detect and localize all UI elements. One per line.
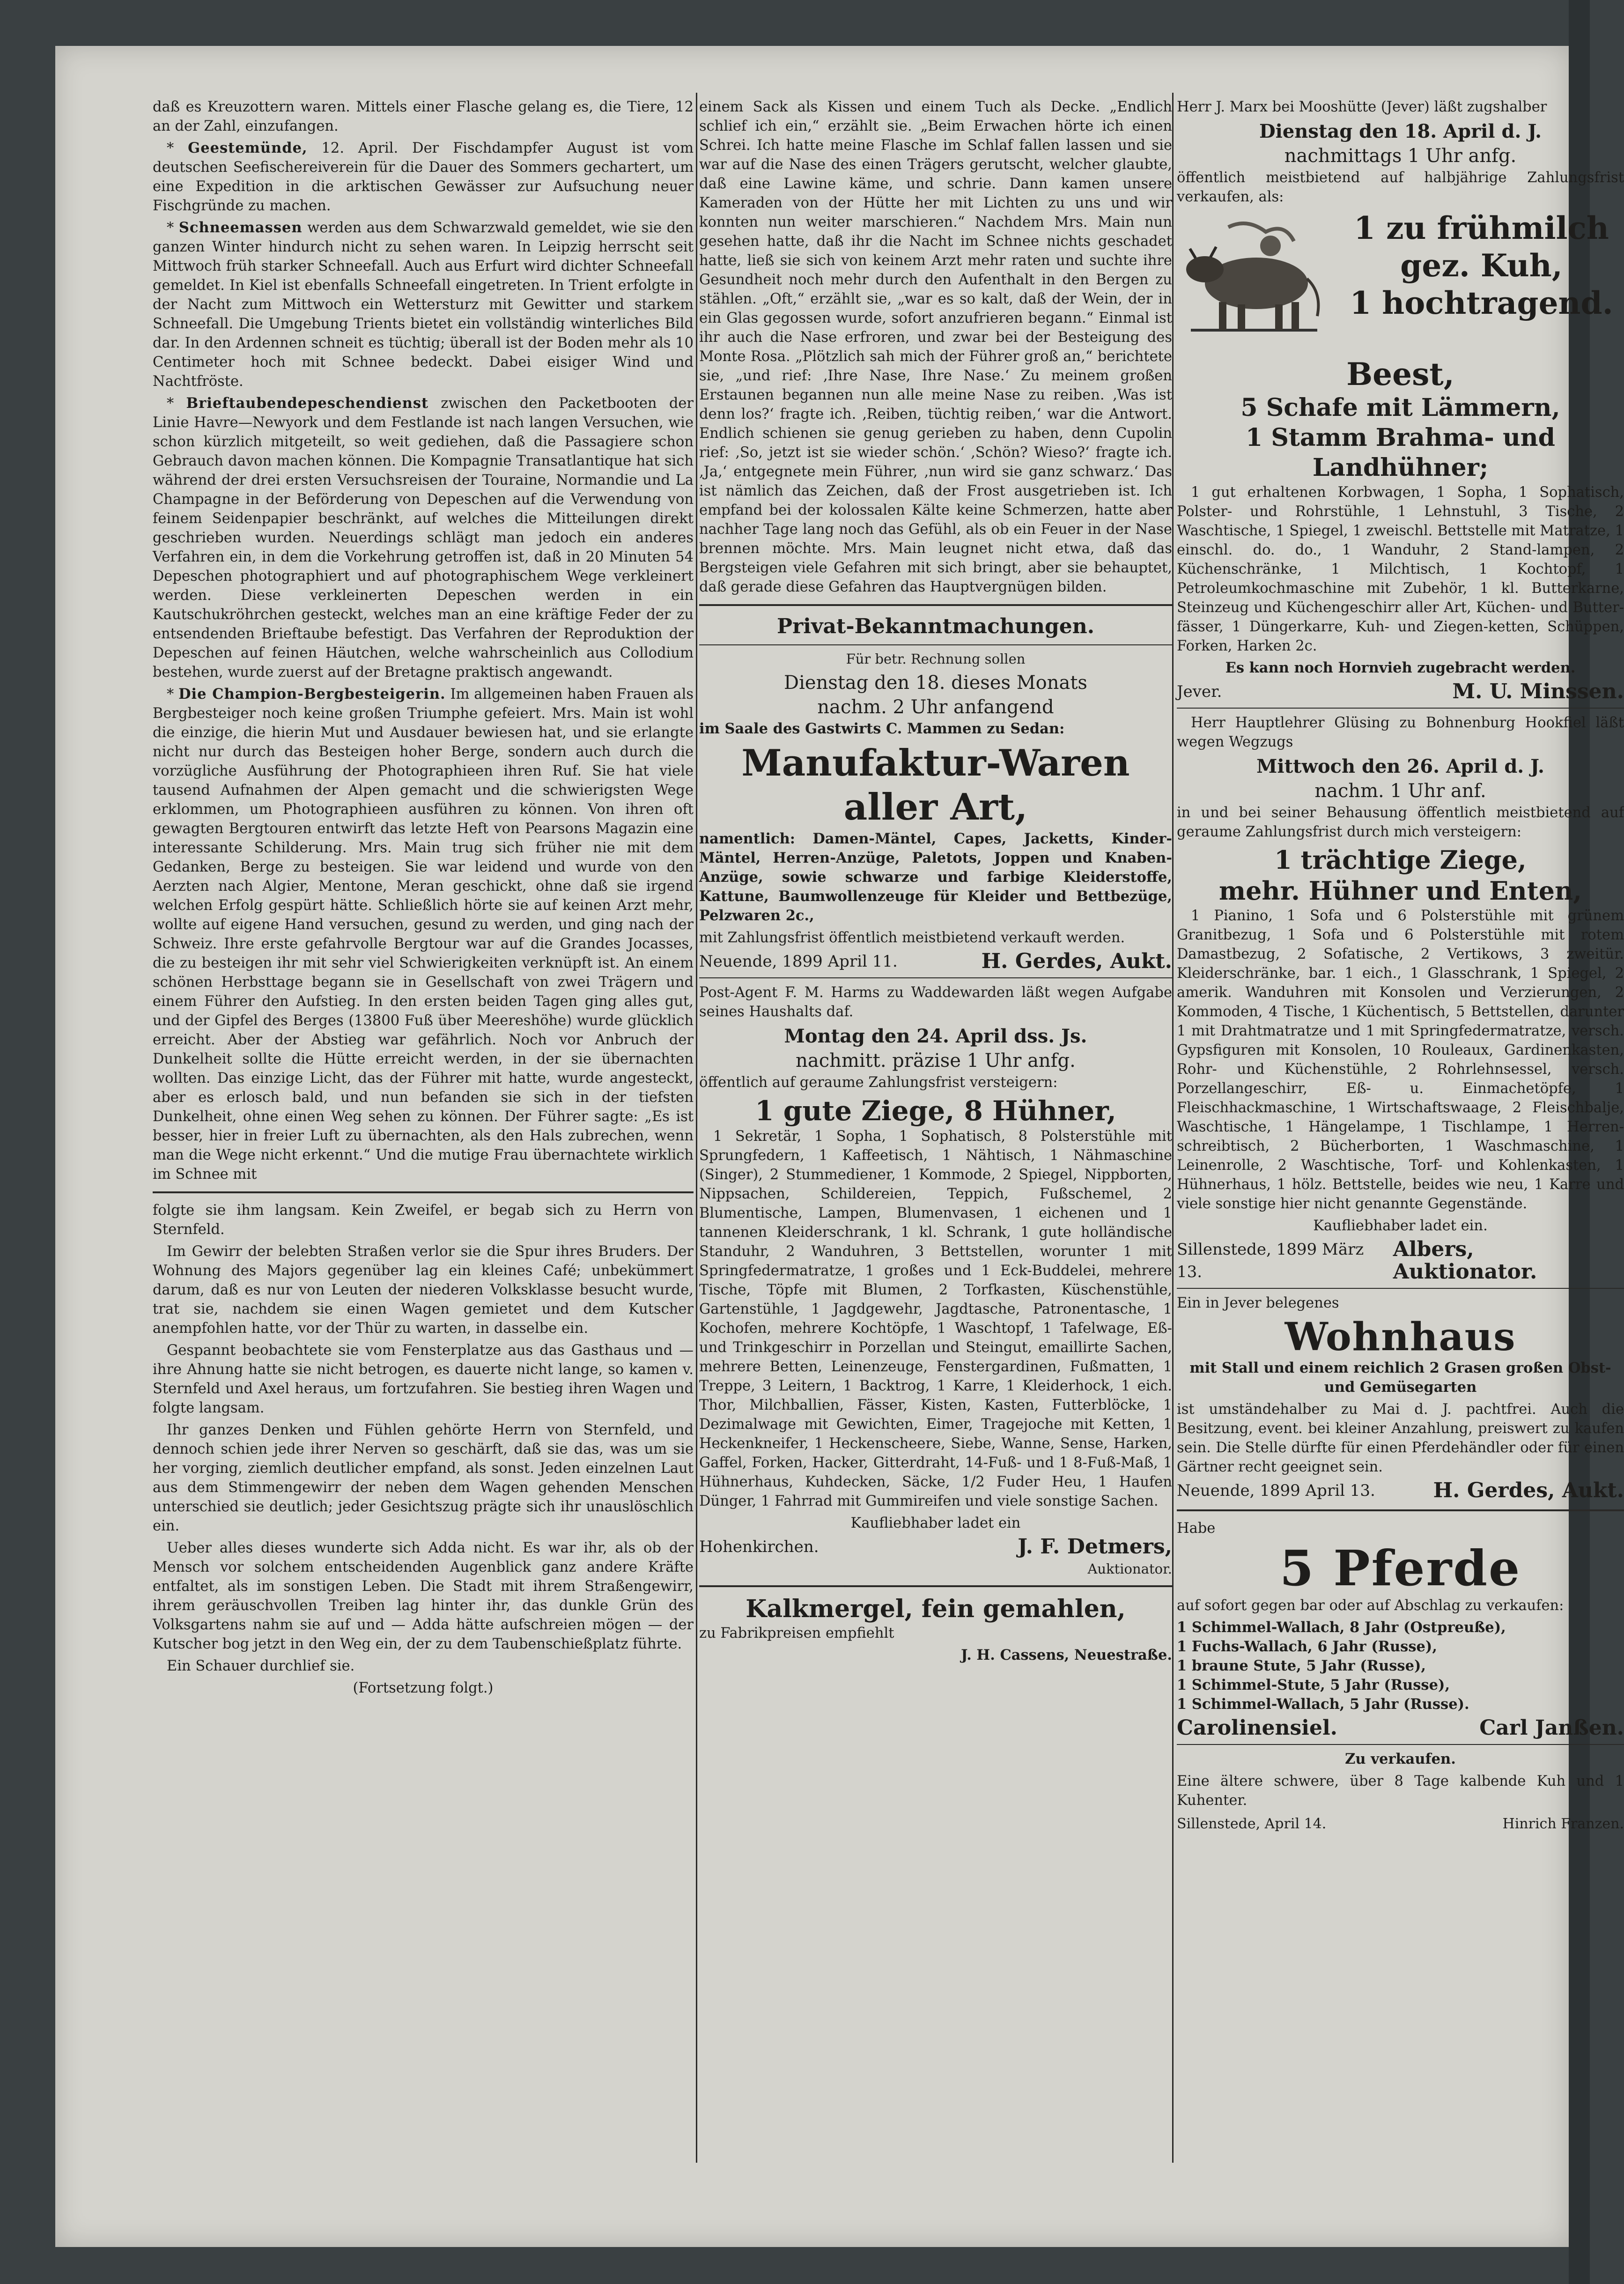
story-paragraph: folgte sie ihm langsam. Kein Zweifel, er begab sich zu Herrn von Sternfeld. xyxy=(153,1202,694,1238)
heading-champion: Die Champion-Bergbesteigerin. xyxy=(178,686,446,702)
ad-time: nachmittags 1 Uhr anfg. xyxy=(1284,145,1517,167)
column-news xyxy=(153,97,694,2186)
sig-name: M. U. Minssen. xyxy=(1452,680,1624,703)
continuation-note: (Fortsetzung folgt.) xyxy=(353,1680,494,1696)
ad-headline: 1 hochtragend. xyxy=(1350,285,1613,321)
section-rule xyxy=(699,604,1172,606)
sig-place: Neuende, 1899 April 13. xyxy=(1177,1481,1375,1500)
ad-marx xyxy=(1177,97,1624,703)
ad-terms: auf sofort gegen bar oder auf Abschlag zu verkaufen: xyxy=(1177,1597,1564,1614)
section-title: Privat-Bekanntmachungen. xyxy=(776,614,1095,638)
ad-line: Herr J. Marx bei Mooshütte (Jever) läßt zugshalber xyxy=(1177,99,1547,115)
ad-signature xyxy=(1177,1717,1624,1739)
divider xyxy=(1177,1744,1624,1745)
ad-headline: 5 Schafe mit Lämmern, xyxy=(1240,393,1560,422)
ad-title: Wohnhaus xyxy=(1284,1315,1516,1360)
ad-kalkmergel xyxy=(699,1595,1172,1665)
ad-headline: Beest, xyxy=(1346,356,1454,392)
feuilleton-rule xyxy=(153,1191,694,1193)
cow-illustration xyxy=(1177,213,1331,354)
sig-place: Jever. xyxy=(1177,682,1222,701)
divider xyxy=(699,644,1172,645)
ad-invite: Kaufliebhaber ladet ein xyxy=(850,1515,1021,1531)
ad-headline: gez. Kuh, xyxy=(1400,247,1563,284)
ad-pferde xyxy=(1177,1519,1624,1739)
ad-terms: mit Zahlungsfrist öffentlich meistbietend verkauft werden. xyxy=(699,930,1125,946)
ad-note: Es kann noch Hornvieh zugebracht werden. xyxy=(1225,659,1576,676)
intro-text: daß es Kreuzottern waren. Mittels einer Flasche gelang es, die Tiere, 12 an der Zahl, einzufangen. xyxy=(153,99,694,134)
story-paragraph: Ein Schauer durchlief sie. xyxy=(167,1658,355,1674)
article-brieftauben: * Brieftaubendepeschendienst zwischen den Packetbooten der Linie Havre—Newyork und dem Festlande ist nach langen Versuchen, wie schon kürzlich mitgeteilt, so weit gediehen, daß die Passagiere schon Gebrauch davon machen können. Die Kompagnie Transatlantique hat sich während der drei ersten Versuchsreisen der Touraine, Normandie und La Champagne in der Beförderung von Depeschen auf die Verwendung von feinem Seidenpapier beschränkt, auf welches die Mitteilungen direkt geschrieben wurden. Neuerdings schlägt man jedoch ein anderes Verfahren ein, in dem die Vorkehrung getroffen ist, daß in 20 Minuten 54 Depeschen photographiert und auf photographischem Wege verkleinert werden. Diese verkleinerten Depeschen werden in ein Kautschukröhrchen gesteckt, welches man an eine kräftige Feder der zu entsendenden Brieftaube befestigt. Das Verfahren der Reproduktion der Depeschen auf feinen Häutchen, welche wahrscheinlich aus Collodium bestehen, wurde zuerst auf der Bretagne praktisch angewandt. xyxy=(153,395,694,680)
ad-date: Mittwoch den 26. April d. J. xyxy=(1256,755,1544,777)
ad-signature xyxy=(699,1536,1172,1558)
article-geestemuende: * Geestemünde, 12. April. Der Fischdampfer August ist vom deutschen Seefischereiverein für die Dauer des Sommers gechartert, um eine Expedition in die arktischen Gewässer zur Aufsuchung neuer Fischgründe zu machen. xyxy=(153,140,694,214)
horse-item: 1 Schimmel-Wallach, 5 Jahr (Russe). xyxy=(1177,1696,1469,1713)
ad-text: ist umständehalber zu Mai d. J. pachtfrei. Auch die Besitzung, event. bei kleiner Anzahlung, preiswert zu kaufen sein. Die Stelle dürfte für einen Pferdehändler oder für einen Gärtner recht geeignet sein. xyxy=(1177,1401,1624,1475)
sig-name: H. Gerdes, Aukt. xyxy=(1433,1478,1624,1502)
ad-headline: mehr. Hühner und Enten, xyxy=(1218,876,1582,906)
ad-zu-verkaufen xyxy=(1177,1750,1624,1835)
sig-name: Carl Janßen. xyxy=(1479,1716,1624,1740)
ad-signature: J. H. Cassens, Neuestraße. xyxy=(961,1647,1172,1663)
ad-signature xyxy=(1177,1813,1624,1835)
article-schneemassen: * Schneemassen werden aus dem Schwarzwald gemeldet, wie sie den ganzen Winter hindurch nicht zu sehen waren. In Leipzig herrscht seit Mittwoch früh starker Schneefall. Auch aus Erfurt wird dichter Schneefall gemeldet. In Kiel ist ebenfalls Schneefall eingetreten. In Trient erfolgte in der Nacht zum Mittwoch ein Wettersturz mit Gewitter und starkem Schneefall. Die Umgebung Trients bietet ein vollständig winterliches Bild dar. In den Ardennen schneit es tüchtig; überall ist der Boden mehr als 10 Centimeter hoch mit Schnee bedeckt. Dabei eisiger Wind und Nachtfröste. xyxy=(153,219,694,390)
horse-item: 1 Schimmel-Stute, 5 Jahr (Russe), xyxy=(1177,1677,1450,1693)
sig-name: H. Gerdes, Aukt. xyxy=(981,949,1172,973)
ad-title: 5 Pferde xyxy=(1279,1539,1521,1597)
sig-name: Hinrich Franzen. xyxy=(1502,1816,1624,1832)
ad-headline: 1 Stamm Brahma- und xyxy=(1246,423,1555,452)
sig-name: J. F. Detmers, xyxy=(1018,1535,1172,1559)
heading-schneemassen: Schneemassen xyxy=(178,219,303,236)
ad-headline: 1 zu frühmilch xyxy=(1354,210,1609,246)
newspaper-page xyxy=(55,46,1624,2247)
ad-time: nachmitt. präzise 1 Uhr anfg. xyxy=(796,1050,1076,1072)
ad-time: nachm. 1 Uhr anf. xyxy=(1314,780,1486,802)
story-paragraph: Im Gewirr der belebten Straßen verlor sie die Spur ihres Bruders. Der Wohnung des Majors gegenüber lag ein kleines Café; unbekümmert darum, daß es nur von Leuten der niederen Volksklasse besucht wurde, trat sie, nachdem sie einen Wagen gemietet und dem Kutscher anempfohlen hatte, vor der Thür zu warten, in dasselbe ein. xyxy=(153,1243,694,1337)
sig-place: Neuende, 1899 April 11. xyxy=(699,952,898,971)
ad-line: Für betr. Rechnung sollen xyxy=(846,651,1026,667)
sig-title: Auktionator. xyxy=(1087,1561,1172,1577)
ad-date: Dienstag den 18. dieses Monats xyxy=(784,672,1087,694)
ad-harms xyxy=(699,983,1172,1578)
ad-gluesing xyxy=(1177,713,1624,1283)
ad-headline: 1 gute Ziege, 8 Hühner, xyxy=(755,1095,1116,1127)
story-continued: einem Sack als Kissen und einem Tuch als Decke. „Endlich schlief ich ein,“ erzählt sie. „Beim Erwachen hörte ich einen Schrei. Ich hatte meine Flasche im Schlaf fallen lassen und sie war auf die Nase des einen Trägers gerutscht, welcher glaubte, daß eine Lawine käme, und schrie. Dann kamen unsere Kameraden von der Hütte her mit Lichten zu uns und wir konnten nun weiter marschieren.“ Nachdem Mrs. Main nun gesehen hatte, daß ihr die Nacht im Schnee nichts geschadet hatte, ließ sie sich von keinem Arzt mehr raten und suchte ihre Gesundheit noch mehr durch den Aufenthalt in den Bergen zu stählen. „Oft,“ erzählt sie, „war es so kalt, daß der Wein, der in ein Glas gegossen wurde, sofort anzufrieren begann.“ Einmal ist ihr auch die Nase erfroren, und zwar bei der Besteigung des Monte Rosa. „Plötzlich sah mich der Führer groß an,“ berichtete sie, „und rief: ‚Ihre Nase, Ihre Nase.‘ Zu meinem großen Erstaunen begannen nun alle meine Nase zu reiben. ‚Was ist denn los?‘ fragte ich. ‚Reiben, tüchtig reiben,‘ war die Antwort. Endlich schienen sie genug gerieben zu haben, denn Cupolin rief: ‚So, jetzt ist sie wieder schön.‘ ‚Schön? Wieso?‘ fragte ich. ‚Ja,‘ entgegnete mein Führer, ‚nun wird sie ganz schwarz.‘ Das ist nämlich das Zeichen, daß der Frost ausgetrieben ist. Ich empfand bei der kolossalen Kälte keine Schmerzen, hatte aber nachher Tage lang noch das Gefühl, als ob ein Feuer in der Nase brennen möchte. Mrs. Main leugnet nicht etwa, daß das Bergsteigen viele Gefahren mit sich bringt, aber sie behauptet, daß gerade diese Gefahren das Hauptvergnügen bilden. xyxy=(699,99,1172,595)
ad-signature xyxy=(699,950,1172,973)
ad-signature xyxy=(1177,680,1624,703)
ad-title: Kalkmergel, fein gemahlen, xyxy=(746,1595,1126,1623)
sig-place: Hohenkirchen. xyxy=(699,1537,819,1556)
ad-title: aller Art, xyxy=(843,786,1028,828)
divider xyxy=(699,1585,1172,1587)
ad-wohnhaus xyxy=(1177,1294,1624,1502)
heading-geestemuende: Geestemünde, xyxy=(188,140,308,156)
ad-terms: öffentlich meistbietend auf halbjährige Zahlungsfrist verkaufen, als: xyxy=(1177,170,1624,205)
ad-items: 1 gut erhaltenen Korbwagen, 1 Sopha, 1 Sophatisch, Polster- und Rohrstühle, 1 Lehnstuhl, 3 Tische, 2 Waschtische, 1 Spiegel, 1 zweischl. Bettstelle mit Matratze, 1 einschl. do. do., 1 Wanduhr, 2 Stand-lampen, 2 Küchenschränke, 1 Milchtisch, 1 Kochtopf, 1 Petroleumkochmaschine mit Zubehör, 1 kl. Butterkarne, Steinzeug und Küchengeschirr aller Art, Küchen- und Butter-fässer, 1 Düngerkarre, Kuh- und Ziegen-ketten, Schüppen, Forken, Harken 2c. xyxy=(1177,484,1624,654)
sig-name: Albers, Auktionator. xyxy=(1393,1237,1537,1284)
ad-date: Montag den 24. April dss. Js. xyxy=(784,1025,1087,1047)
column-middle xyxy=(699,97,1172,2186)
ad-items: namentlich: Damen-Mäntel, Capes, Jacketts, Kinder-Mäntel, Herren-Anzüge, Paletots, Joppen und Knaben-Anzüge, sowie schwarze und farbige Kleiderstoffe, Kattune, Baumwollenzeuge für Kleider und Bettbezüge, Pelzwaren 2c., xyxy=(699,830,1172,924)
ad-sub: zu Fabrikpreisen empfiehlt xyxy=(699,1625,894,1641)
ad-signature xyxy=(1177,1238,1624,1283)
ad-place: im Saale des Gastwirts C. Mammen zu Sedan: xyxy=(699,720,1065,737)
ad-headline: 1 trächtige Ziege, xyxy=(1274,845,1527,875)
sig-place: Sillenstede, 1899 März 13. xyxy=(1177,1240,1364,1281)
horse-item: 1 braune Stute, 5 Jahr (Russe), xyxy=(1177,1657,1426,1674)
ad-title: Manufaktur-Waren xyxy=(741,742,1130,784)
divider xyxy=(699,977,1172,978)
column-rule xyxy=(1172,93,1174,2163)
sig-place: Carolinensiel. xyxy=(1177,1716,1337,1740)
horse-item: 1 Schimmel-Wallach, 8 Jahr (Ostpreuße), xyxy=(1177,1619,1506,1636)
divider xyxy=(1177,708,1624,709)
ad-sub: mit Stall und einem reichlich 2 Grasen großen Obst- und Gemüsegarten xyxy=(1189,1360,1611,1396)
sig-place: Sillenstede, April 14. xyxy=(1177,1816,1327,1832)
ad-terms: öffentlich auf geraume Zahlungsfrist versteigern: xyxy=(699,1074,1058,1091)
text-schneemassen: werden aus dem Schwarzwald gemeldet, wie sie den ganzen Winter hindurch nicht zu sehen waren. In Leipzig herrscht seit Mittwoch früh starker Schneefall. Auch aus Erfurt wird dichter Schneefall gemeldet. In Kiel ist ebenfalls Schneefall eingetreten. In Trient erfolgte in der Nacht zum Mittwoch ein Wettersturz mit Gewitter und starkem Schneefall. Die Umgebung Trients bietet ein vollständig winterliches Bild dar. In den Ardennen schneit es tüchtig; überall ist der Boden mehr als 10 Centimeter hoch mit Schnee bedeckt. Dabei eisiger Wind und Nachtfröste. xyxy=(153,220,694,390)
story-paragraph: Ihr ganzes Denken und Fühlen gehörte Herrn von Sternfeld, und dennoch schien jede ihrer Nerven so geschärft, daß sie das, was um sie her vorging, ziemlich deutlicher empfand, als sonst. Jeden einzelnen Laut aus dem Stimmengewirr der neben dem Wagen gehenden Menschen unterschied sie deutlich; jeder Gesichtszug prägte sich ihr unauslöschlich ein. xyxy=(153,1422,694,1534)
ad-date: Dienstag den 18. April d. J. xyxy=(1259,120,1542,142)
ad-manufaktur xyxy=(699,650,1172,973)
heading-brieftauben: Brieftaubendepeschendienst xyxy=(186,395,429,412)
ad-headline: Landhühner; xyxy=(1312,453,1489,482)
column-rule xyxy=(696,93,697,2163)
text-geestemuende: 12. April. Der Fischdampfer August ist vom deutschen Seefischereiverein für die Dauer des Sommers gechartert, um eine Expedition in die arktischen Gewässer zur Aufsuchung neuer Fischgründe zu machen. xyxy=(153,140,694,214)
ad-line: Ein in Jever belegenes xyxy=(1177,1295,1339,1311)
column-ads xyxy=(1177,97,1624,2186)
text-brieftauben: zwischen den Packetbooten der Linie Havre—Newyork und dem Festlande ist nach langen Versuchen, wie schon kürzlich mitgeteilt, so weit gediehen, daß die Passagiere schon Gebrauch davon machen können. Die Kompagnie Transatlantique hat sich während der drei ersten Versuchsreisen der Touraine, Normandie und La Champagne in der Beförderung von Depeschen auf die Verwendung von feinem Seidenpapier beschränkt, auf welches die Mitteilungen direkt geschrieben wurden. Neuerdings schlägt man jedoch ein anderes Verfahren ein, in dem die Vorkehrung getroffen ist, daß in 20 Minuten 54 Depeschen photographiert und auf photographischem Wege verkleinert werden. Diese verkleinerten Depeschen werden in ein Kautschukröhrchen gesteckt, welches man an eine kräftige Feder der zu entsendenden Brieftaube befestigt. Das Verfahren der Reproduktion der Depeschen auf feinen Häutchen, welche wahrscheinlich aus Collodium bestehen, wurde zuerst auf der Bretagne praktisch angewandt. xyxy=(153,395,694,680)
story-paragraph: Ueber alles dieses wunderte sich Adda nicht. Es war ihr, als ob der Mensch vor solchem entscheidenden Augenblick ganz andere Kräfte entfaltet, als im sonstigen Leben. Die Stadt mit ihrem Straßengewirr, ihrem geräuschvollen Treiben lag hinter ihr, das dunkle Grün des Volksgartens nahm sie auf und — Adda hätte aufschreien mögen — der Kutscher bog jetzt in den Weg ein, der zu dem Taubenschießplatz führte. xyxy=(153,1540,694,1652)
story-paragraph: Gespannt beobachtete sie vom Fensterplatze aus das Gasthaus und — ihre Ahnung hatte sie nicht betrogen, es dauerte nicht lange, so kamen v. Sternfeld und Axel heraus, um fortzufahren. Sie bestieg ihren Wagen und folgte langsam. xyxy=(153,1342,694,1416)
ad-title: Zu verkaufen. xyxy=(1345,1751,1456,1767)
ad-line: Habe xyxy=(1177,1520,1216,1537)
ad-items: 1 Sekretär, 1 Sopha, 1 Sophatisch, 8 Polsterstühle mit Sprungfedern, 1 Kaffeetisch, 1 Nähtisch, 1 Nähmaschine (Singer), 2 Stummediener, 1 Kommode, 2 Spiegel, Nippborten, Nippsachen, Schildereien, Teppich, Fußschemel, 2 Blumentische, Lampen, Blumenvasen, 1 eichenen und 1 tannenen Kleiderschrank, 1 kl. Schrank, 1 gute holländische Standuhr, 2 Wanduhren, 3 Bettstellen, worunter 1 mit Springfedermatratze, 1 großes und 1 Eck-Buddelei, mehrere Tische, Töpfe mit Blumen, 2 Torfkasten, Küschenstühle, Gartenstühle, 1 Jagdgewehr, Jagdtasche, Patronentasche, 1 Kochofen, mehrere Kochtöpfe, 1 Waschtopf, 1 Tafelwage, Eß- und Trinkgeschirr in Porzellan und Steingut, emaillirte Sachen, mehrere Betten, Leinenzeuge, Fenstergardinen, Fußmatten, 1 Treppe, 3 Leitern, 1 Backtrog, 1 Karre, 1 Kleiderhock, 1 eich. Thor, Milchballien, Fässer, Kisten, Kasten, Futterblöcke, 1 Dezimalwage mit Gewichten, Eimer, Tragejoche mit Ketten, 1 Heckenkneifer, 1 Heckenscheere, Siebe, Wanne, Sense, Harken, Gaffel, Forken, Hacker, Gitterdraht, 14-Fuß- und 1 8-Fuß-Maß, 1 Hühnerhaus, Kuhdecken, Säcke, 1/2 Fuder Heu, 1 Haufen Dünger, 1 Fahrrad mit Gummireifen und viele sonstige Sachen. xyxy=(699,1128,1172,1509)
ad-line: Post-Agent F. M. Harms zu Waddewarden läßt wegen Aufgabe seines Haushalts daf. xyxy=(699,984,1172,1020)
ad-time: nachm. 2 Uhr anfangend xyxy=(817,696,1054,718)
divider xyxy=(1177,1288,1624,1289)
divider xyxy=(1177,1509,1624,1511)
ad-terms: in und bei seiner Behausung öffentlich meistbietend auf geraume Zahlungsfrist durch mich versteigern: xyxy=(1177,805,1624,840)
text-champion: Im allgemeinen haben Frauen als Bergbesteiger noch keine großen Triumphe gefeiert. Mrs. Main ist wohl die einzige, die hierin Mut und Ausdauer bewiesen hat, und sie erlangte nicht nur durch das Besteigen hoher Berge, sondern auch durch die vorzügliche Ausführung der Photographieen ihren Ruf. Sie hat viele tausend Aufnahmen der Alpen gemacht und die schwierigsten Wege erklommen, um Photographieen ausführen zu können. Von ihren oft gewagten Bergtouren entwirft das letzte Heft von Pearsons Magazin eine interessante Schilderung. Mrs. Main trug sich früher nie mit dem Gedanken, Berge zu besteigen. Sie war leidend und wurde von den Aerzten nach Algier, Mentone, Meran geschickt, ohne daß sie irgend welchen Erfolg gespürt hätte. Schließlich hörte sie auf keinen Arzt mehr, wollte auf eigene Hand versuchen, gesund zu werden, und ging nach der Schweiz. Ihre erste gefahrvolle Bergtour war auf die Grandes Jocasses, die zu besteigen ihr mit sehr viel Schwierigkeiten verknüpft ist. An einem schönen Herbsttage begann sie in Gesellschaft von zwei Trägern und einem Führer den Aufstieg. In den ersten beiden Tagen ging alles gut, und der Gipfel des Berges (13800 Fuß über Meereshöhe) wurde glücklich erreicht. Aber der Abstieg war gefährlich. Noch vor Anbruch der Dunkelheit sollte die Hütte erreicht werden, in der sie übernachten wollten. Das einzige Licht, das der Führer mit hatte, wurde angesteckt, aber es erlosch bald, und nun befanden sie sich in der tiefsten Dunkelheit, ohne einen Weg sehen zu können. Der Führer sagte: „Es ist besser, hier in freier Luft zu übernachten, als den Hals zubrechen, wenn man die Wege nicht erkennt.“ Und die mutige Frau übernachtete wirklich im Schnee mit xyxy=(153,686,694,1183)
horse-item: 1 Fuchs-Wallach, 6 Jahr (Russe), xyxy=(1177,1638,1437,1655)
ad-text: Eine ältere schwere, über 8 Tage kalbende Kuh und 1 Kuhenter. xyxy=(1177,1773,1624,1809)
article-champion: * Die Champion-Bergbesteigerin. Im allgemeinen haben Frauen als Bergbesteiger noch keine großen Triumphe gefeiert. Mrs. Main ist wohl die einzige, die hierin Mut und Ausdauer bewiesen hat, und sie erlangte nicht nur durch das Besteigen hoher Berge, sondern auch durch die vorzügliche Ausführung der Photographieen ihren Ruf. Sie hat viele tausend Aufnahmen der Alpen gemacht und die schwierigsten Wege erklommen, um Photographieen ausführen zu können. Von ihren oft gewagten Bergtouren entwirft das letzte Heft von Pearsons Magazin eine interessante Schilderung. Mrs. Main trug sich früher nie mit dem Gedanken, Berge zu besteigen. Sie war leidend und wurde von den Aerzten nach Algier, Mentone, Meran geschickt, ohne daß sie irgend welchen Erfolg gespürt hätte. Schließlich hörte sie auf keinen Arzt mehr, wollte auf eigene Hand versuchen, gesund zu werden, und ging nach der Schweiz. Ihre erste gefahrvolle Bergtour war auf die Grandes Jocasses, die zu besteigen ihr mit sehr viel Schwierigkeiten verknüpft ist. An einem schönen Herbsttage begann sie in Gesellschaft von zwei Trägern und einem Führer den Aufstieg. In den ersten beiden Tagen ging alles gut, und der Gipfel des Berges (13800 Fuß über Meereshöhe) wurde glücklich erreicht. Aber der Abstieg war gefährlich. Noch vor Anbruch der Dunkelheit sollte die Hütte erreicht werden, in der sie übernachten wollten. Das einzige Licht, das der Führer mit hatte, wurde angesteckt, aber es erlosch bald, und nun befanden sie sich in der tiefsten Dunkelheit, ohne einen Weg sehen zu können. Der Führer sagte: „Es ist besser, hier in freier Luft zu übernachten, als den Hals zubrechen, wenn man die Wege nicht erkennt.“ Und die mutige Frau übernachtete wirklich im Schnee mit xyxy=(153,686,694,1183)
ad-items: 1 Pianino, 1 Sofa und 6 Polsterstühle mit grünem Granitbezug, 1 Sofa und 6 Polsterstühle mit rotem Damastbezug, 2 Sofatische, 2 Vertikows, 3 zweitür. Kleiderschränke, bar. 1 eich., 1 Glasschrank, 1 Spiegel, 2 amerik. Wanduhren mit Konsolen und Verzierungen, 2 Kommoden, 4 Tische, 1 Küchentisch, 5 Bettstellen, darunter 1 mit Drahtmatratze und 1 mit Springfedermatratze, versch. Gypsfiguren mit Konsolen, 10 Rouleaux, Gardinenkasten, Rohr- und Küchenstühle, 2 Rohrlehnsessel, versch. Porzellangeschirr, Eß- u. Einmachetöpfe, 1 Fleischhackmaschine, 1 Wirtschaftswaage, 2 Fleischbalje, Waschtische, 1 Hängelampe, 1 Tischlampe, 1 Herren-schreibtisch, 2 Bücherborten, 1 Waschmaschine, 1 Leinenrolle, 2 Waschtische, Torf- und Kohlenkasten, 1 Hühnerhaus, 1 hölz. Bettstelle, beides wie neu, 1 Karre und viele sonstige hier nicht genannte Gegenstände. xyxy=(1177,908,1624,1212)
ad-signature xyxy=(1177,1479,1624,1502)
ad-invite: Kaufliebhaber ladet ein. xyxy=(1313,1218,1488,1234)
ad-line: Herr Hauptlehrer Glüsing zu Bohnenburg Hookfiel läßt wegen Wegzugs xyxy=(1177,715,1624,750)
